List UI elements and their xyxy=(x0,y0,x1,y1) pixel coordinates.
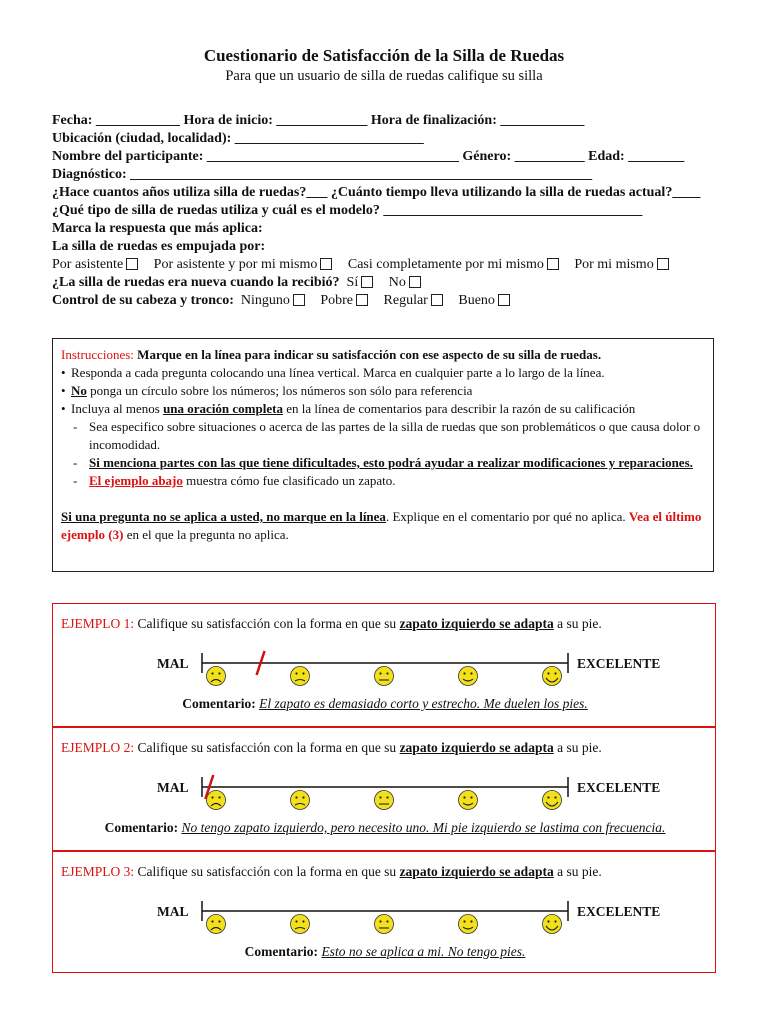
bullet-bold: una oración completa xyxy=(163,401,283,416)
face-sad-icon xyxy=(291,667,310,686)
control-option-checkbox[interactable] xyxy=(498,294,510,306)
nueva-option-checkbox[interactable] xyxy=(409,276,421,288)
push-option-label: Casi completamente por mi mismo xyxy=(347,257,544,272)
instructions-lead xyxy=(61,346,705,364)
nueva-option-label: No xyxy=(388,275,406,290)
scale-low-label: MAL xyxy=(157,904,189,919)
scale-high-label: EXCELENTE xyxy=(577,656,661,671)
control-question: Control de su cabeza y tronco: xyxy=(52,293,234,308)
push-option-checkbox[interactable] xyxy=(547,258,559,270)
participant-fields xyxy=(52,112,732,310)
example-heading xyxy=(61,616,602,632)
face-smile-icon xyxy=(459,915,478,934)
example-label: EJEMPLO 3: xyxy=(61,864,135,879)
example-comment xyxy=(53,944,717,960)
nueva-option-checkbox[interactable] xyxy=(361,276,373,288)
control-option-checkbox[interactable] xyxy=(356,294,368,306)
example-box xyxy=(52,851,716,973)
example-text: Califique su satisfacción con la forma en que su xyxy=(134,864,400,879)
example-bold: zapato izquierdo se adapta xyxy=(399,740,554,755)
instruction-bullet: • Incluya al menos una oración completa en la línea de comentarios para describir la razón de su calificación xyxy=(61,401,636,416)
face-neutral-icon xyxy=(375,791,394,810)
row-control xyxy=(52,292,732,310)
note-text: . Explique en el comentario por qué no aplica. xyxy=(385,509,629,524)
comment-label: Comentario: xyxy=(104,820,179,835)
comment-text: El zapato es demasiado corto y estrecho. Me duelen los pies. xyxy=(259,696,588,711)
instruction-bullet: • No ponga un círculo sobre los números; los números son sólo para referencia xyxy=(61,383,473,398)
scale-high-label: EXCELENTE xyxy=(577,904,661,919)
push-options xyxy=(52,256,732,274)
sub-text: Sea especifico sobre situaciones o acerca de las partes de la silla de ruedas que son problemáticos o que causa dolor o incomodidad. xyxy=(89,419,701,452)
example-text: a su pie. xyxy=(553,864,602,879)
tipo-field[interactable]: ¿Qué tipo de silla de ruedas utiliza y cuál es el modelo? _____________________________________ xyxy=(52,203,643,218)
control-option-label: Regular xyxy=(383,293,428,308)
bullet-text: en la línea de comentarios para describir la razón de su calificación xyxy=(282,401,636,416)
sub-text: Si menciona partes con las que tiene dificultades, esto podrá ayudar a realizar modificaciones y reparaciones. xyxy=(89,455,693,470)
face-frown-icon xyxy=(207,915,226,934)
push-option-checkbox[interactable] xyxy=(320,258,332,270)
example-text: Califique su satisfacción con la forma en que su xyxy=(134,740,400,755)
bullet-bold: No xyxy=(71,383,87,398)
bullet-text: ponga un círculo sobre los números; los números son sólo para referencia xyxy=(86,383,473,398)
empujada-heading: La silla de ruedas es empujada por: xyxy=(52,239,266,254)
instructions-note xyxy=(61,508,705,544)
example-heading xyxy=(61,864,602,880)
row-diagnostico xyxy=(52,166,732,184)
tiempo-field[interactable]: ¿Cuánto tiempo lleva utilizando la silla de ruedas actual?____ xyxy=(330,185,701,200)
control-option-label: Bueno xyxy=(458,293,495,308)
control-option-checkbox[interactable] xyxy=(293,294,305,306)
example-comment xyxy=(53,696,717,712)
nueva-question: ¿La silla de ruedas era nueva cuando la recibió? xyxy=(52,275,340,290)
row-date-time xyxy=(52,112,732,130)
row-anos xyxy=(52,184,732,202)
control-option-label: Ninguno xyxy=(240,293,290,308)
instruction-sub: - El ejemplo abajo muestra cómo fue clasificado un zapato. xyxy=(73,473,396,488)
ubicacion-field[interactable]: Ubicación (ciudad, localidad): ___________________________ xyxy=(52,131,424,146)
instructions-box xyxy=(52,338,714,572)
control-option-checkbox[interactable] xyxy=(431,294,443,306)
push-option-label: Por asistente y por mi mismo xyxy=(153,257,318,272)
example-label: EJEMPLO 1: xyxy=(61,616,135,631)
face-frown-icon xyxy=(207,791,226,810)
edad-field[interactable]: Edad: ________ xyxy=(588,149,685,164)
push-option-label: Por mi mismo xyxy=(574,257,654,272)
example-text: Califique su satisfacción con la forma en que su xyxy=(134,616,400,631)
instruction-bullet: • Responda a cada pregunta colocando una línea vertical. Marca en cualquier parte a lo largo de la línea. xyxy=(61,365,605,380)
diagnostico-field[interactable]: Diagnóstico: __________________________________________________________________ xyxy=(52,167,593,182)
nueva-option-label: Sí xyxy=(346,275,359,290)
bullet-text: Responda a cada pregunta colocando una línea vertical. Marca en cualquier parte a lo largo de la línea. xyxy=(71,365,605,380)
scale-high-label: EXCELENTE xyxy=(577,780,661,795)
push-option-checkbox[interactable] xyxy=(126,258,138,270)
page-subtitle: Para que un usuario de silla de ruedas califique su silla xyxy=(225,68,543,84)
genero-field[interactable]: Género: __________ xyxy=(462,149,585,164)
note-underlined: Si una pregunta no se aplica a usted, no marque en la línea xyxy=(61,509,386,524)
example-comment xyxy=(53,820,717,836)
note-red: Vea el último ejemplo (3) xyxy=(61,509,702,542)
example-box xyxy=(52,603,716,727)
face-grin-icon xyxy=(543,791,562,810)
fecha-field[interactable]: Fecha: ____________ xyxy=(52,113,180,128)
sub-red: El ejemplo abajo xyxy=(89,473,183,488)
comment-label: Comentario: xyxy=(182,696,256,711)
example-label: EJEMPLO 2: xyxy=(61,740,135,755)
example-text: a su pie. xyxy=(553,616,602,631)
comment-text: No tengo zapato izquierdo, pero necesito uno. Mi pie izquierdo se lastima con frecuencia. xyxy=(181,820,666,835)
comment-text: Esto no se aplica a mi. No tengo pies. xyxy=(321,944,526,959)
row-ubicacion xyxy=(52,130,732,148)
instruction-sub: - Sea especifico sobre situaciones o acerca de las partes de la silla de ruedas que son problemáticos o que causa dolor o incomodidad. xyxy=(73,419,701,452)
example-bold: zapato izquierdo se adapta xyxy=(399,616,554,631)
example-text: a su pie. xyxy=(553,740,602,755)
example-heading xyxy=(61,740,602,756)
row-tipo xyxy=(52,202,732,220)
scale-low-label: MAL xyxy=(157,780,189,795)
face-smile-icon xyxy=(459,667,478,686)
instructions-label: Instrucciones: xyxy=(61,347,134,362)
face-sad-icon xyxy=(291,915,310,934)
anos-field[interactable]: ¿Hace cuantos años utiliza silla de ruedas?___ xyxy=(52,185,328,200)
face-grin-icon xyxy=(543,915,562,934)
bullet-text: Incluya al menos xyxy=(71,401,164,416)
marca-heading: Marca la respuesta que más aplica: xyxy=(52,221,263,236)
scale-low-label: MAL xyxy=(157,656,189,671)
push-option-checkbox[interactable] xyxy=(657,258,669,270)
instructions-lead-text: Marque en la línea para indicar su satisfacción con ese aspecto de su silla de ruedas. xyxy=(137,347,602,362)
face-grin-icon xyxy=(543,667,562,686)
face-frown-icon xyxy=(207,667,226,686)
instruction-sub: - Si menciona partes con las que tiene dificultades, esto podrá ayudar a realizar modificaciones y reparaciones. xyxy=(73,455,693,470)
example-bold: zapato izquierdo se adapta xyxy=(399,864,554,879)
hora-inicio-field[interactable]: Hora de inicio: _____________ xyxy=(183,113,368,128)
control-option-label: Pobre xyxy=(320,293,354,308)
hora-fin-field[interactable]: Hora de finalización: ____________ xyxy=(370,113,585,128)
row-nueva xyxy=(52,274,732,292)
face-smile-icon xyxy=(459,791,478,810)
sub-text: muestra cómo fue clasificado un zapato. xyxy=(182,473,396,488)
example-box xyxy=(52,727,716,851)
nombre-field[interactable]: Nombre del participante: ____________________________________ xyxy=(52,149,459,164)
note-text: en el que la pregunta no aplica. xyxy=(123,527,289,542)
face-neutral-icon xyxy=(375,667,394,686)
row-nombre xyxy=(52,148,732,166)
face-sad-icon xyxy=(291,791,310,810)
page-title: Cuestionario de Satisfacción de la Silla de Ruedas xyxy=(203,46,565,65)
comment-label: Comentario: xyxy=(244,944,319,959)
face-neutral-icon xyxy=(375,915,394,934)
push-option-label: Por asistente xyxy=(52,257,124,272)
